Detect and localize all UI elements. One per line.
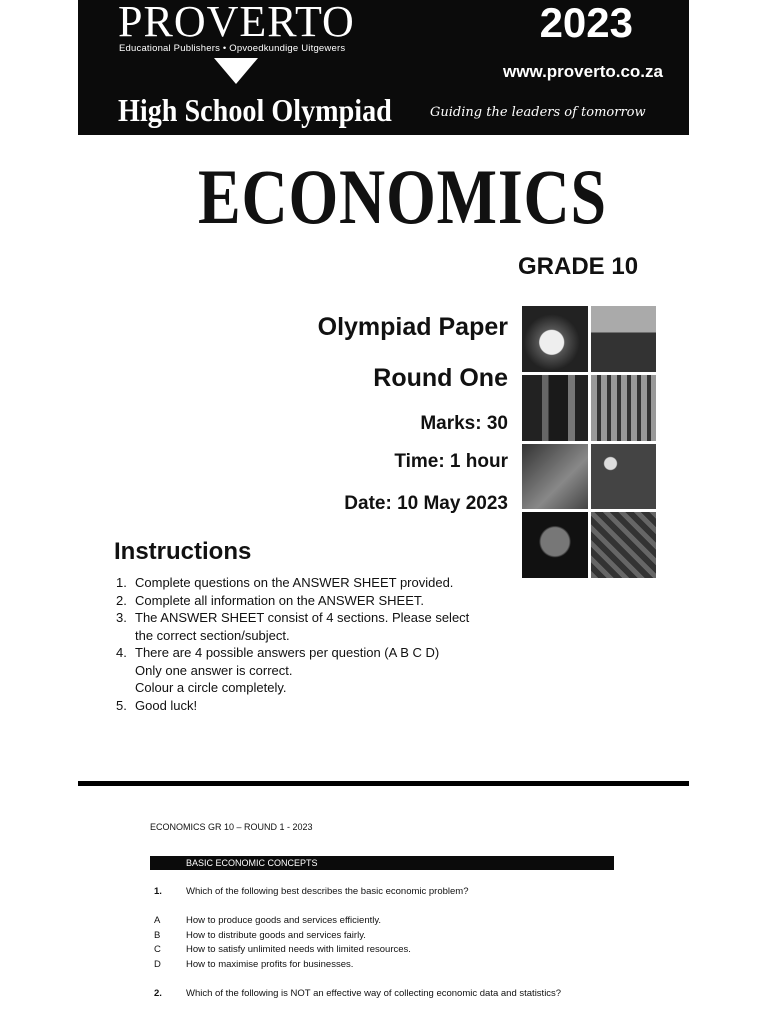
classroom-photo xyxy=(591,306,657,372)
paper-title: Olympiad Paper xyxy=(317,313,508,341)
instruction-item: 3. The ANSWER SHEET consist of 4 sections. Please select the correct section/subject. xyxy=(116,610,470,643)
student-portrait-photo xyxy=(522,512,588,578)
instruction-item: 5. Good luck! xyxy=(116,697,198,713)
date-label: Date: 10 May 2023 xyxy=(344,493,508,514)
header-banner xyxy=(78,0,689,135)
medal-photo xyxy=(522,306,588,372)
instructions-heading: Instructions xyxy=(114,538,252,565)
website-link[interactable]: www.proverto.co.za xyxy=(503,62,663,81)
olympiad-title: High School Olympiad xyxy=(118,92,392,128)
tagline: Guiding the leaders of tomorrow xyxy=(430,105,646,120)
question-number: 2. xyxy=(154,988,162,999)
instruction-item: 2. Complete all information on the ANSWER SHEET. xyxy=(116,592,425,608)
group-photo xyxy=(591,444,657,510)
marks-label: Marks: 30 xyxy=(420,413,508,434)
worksheet-photo xyxy=(591,512,657,578)
triangle-icon xyxy=(214,58,258,84)
students-photo xyxy=(522,375,588,441)
photo-collage xyxy=(522,306,656,578)
subject-title: ECONOMICS xyxy=(198,153,607,240)
question-text: Which of the following is NOT an effective way of collecting economic data and statistics? xyxy=(186,988,562,999)
time-label: Time: 1 hour xyxy=(394,451,508,472)
question-number: 1. xyxy=(154,886,162,897)
instruction-item: 4. There are 4 possible answers per question (A B C D) Only one answer is correct. Colour a circle completely. xyxy=(116,645,440,695)
section-header xyxy=(150,856,614,870)
question-text: Which of the following best describes the basic economic problem? xyxy=(186,886,469,897)
year: 2023 xyxy=(539,0,633,46)
instruction-item: 1. Complete questions on the ANSWER SHEET provided. xyxy=(116,575,454,590)
brand-logo: PROVERTO xyxy=(118,0,355,46)
paper-photo xyxy=(522,444,588,510)
page-divider xyxy=(78,781,689,786)
brand-subtitle: Educational Publishers • Opvoedkundige Uitgewers xyxy=(119,43,346,54)
round-label: Round One xyxy=(373,364,508,392)
pencils-photo xyxy=(591,375,657,441)
section-title: BASIC ECONOMIC CONCEPTS xyxy=(186,858,318,868)
grade-label: GRADE 10 xyxy=(518,253,639,280)
running-head: ECONOMICS GR 10 – ROUND 1 - 2023 xyxy=(150,822,313,832)
instructions-list xyxy=(116,574,469,714)
